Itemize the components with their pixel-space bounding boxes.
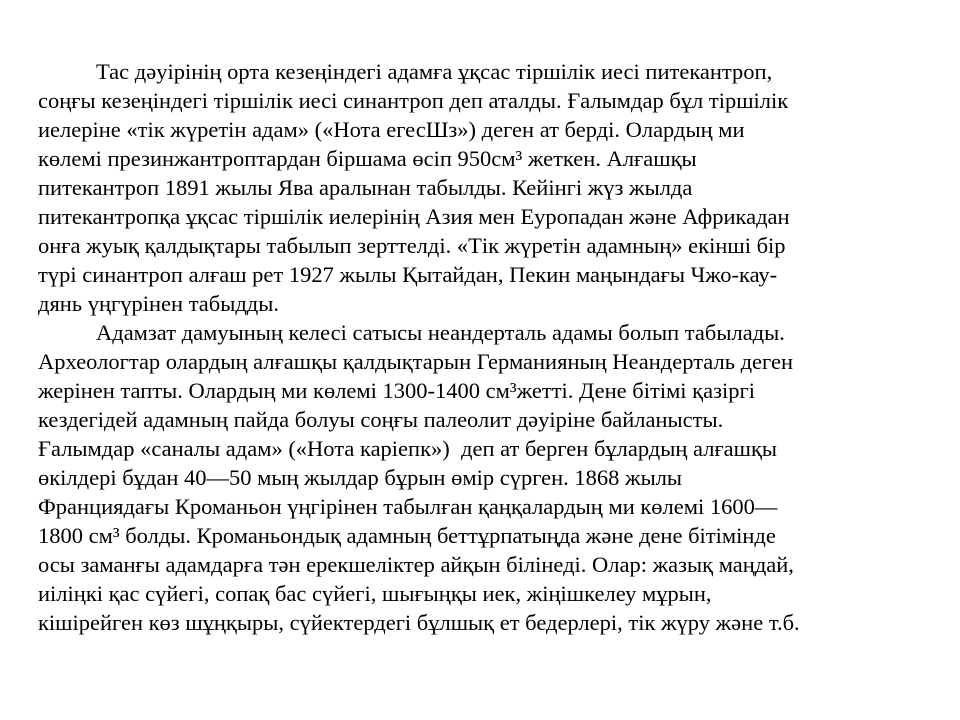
text-line: кездегідей адамның пайда болуы соңғы палеолит дәуіріне байланысты. [38, 407, 724, 432]
text-line: дянь үңгүрінен табыдды. [38, 291, 279, 316]
text-line: көлемі презинжантроптардан біршама өсіп 950см³ жеткен. Алғашқы [38, 146, 697, 171]
text-line: түрі синантроп алғаш рет 1927 жылы Қытайдан, Пекин маңындағы Чжо-кау- [38, 262, 778, 287]
text-line: Франциядағы Кроманьон үңгірінен табылған қаңқалардың ми көлемі 1600— [38, 494, 778, 519]
paragraph [38, 318, 918, 637]
text-line: Ғалымдар «саналы адам» («Нота каріепк») деп ат берген бұлардың алғашқы [38, 436, 778, 461]
text-line: 1800 см³ болды. Кроманьондық адамның беттұрпатыңда және дене бітімінде [38, 523, 776, 548]
text-line: иіліңкі қас сүйегі, сопақ бас сүйегі, шығыңқы иек, жіңішкелеу мұрын, [38, 581, 712, 606]
text-line: кішірейген көз шұңқыры, сүйектердегі бұлшық ет бедерлері, тік жүру және т.б. [38, 610, 800, 635]
paragraph [38, 57, 918, 318]
text-line: өкілдері бұдан 40—50 мың жылдар бұрын өмір сүрген. 1868 жылы [38, 465, 683, 490]
text-line: Адамзат дамуының келесі сатысы неандерталь адамы болып табылады. [96, 320, 785, 345]
text-line: онға жуық қалдықтары табылып зерттелді. «Тік жүретін адамның» екінші бір [38, 233, 786, 258]
text-line: осы заманғы адамдарға тән ерекшеліктер айқын білінеді. Олар: жазық маңдай, [38, 552, 794, 577]
text-line: Тас дәуірінің орта кезеңіндегі адамға ұқсас тіршілік иесі питекантроп, [96, 59, 773, 84]
text-line: питекантропқа ұқсас тіршілік иелерінің Азия мен Еуропадан және Африкадан [38, 204, 790, 229]
text-line: Археологтар олардың алғашқы қалдықтарын Германияның Неандерталь деген [38, 349, 793, 374]
text-line: иелеріне «тік жүретін адам» («Нота егесШз») деген ат берді. Олардың ми [38, 117, 745, 142]
text-line: соңғы кезеңіндегі тіршілік иесі синантроп деп аталды. Ғалымдар бұл тіршілік [38, 88, 789, 113]
document-text [38, 57, 918, 637]
text-line: питекантроп 1891 жылы Ява аралынан табылды. Кейінгі жүз жылда [38, 175, 693, 200]
text-line: жерінен тапты. Олардың ми көлемі 1300-1400 см³жетті. Дене бітімі қазіргі [38, 378, 755, 403]
